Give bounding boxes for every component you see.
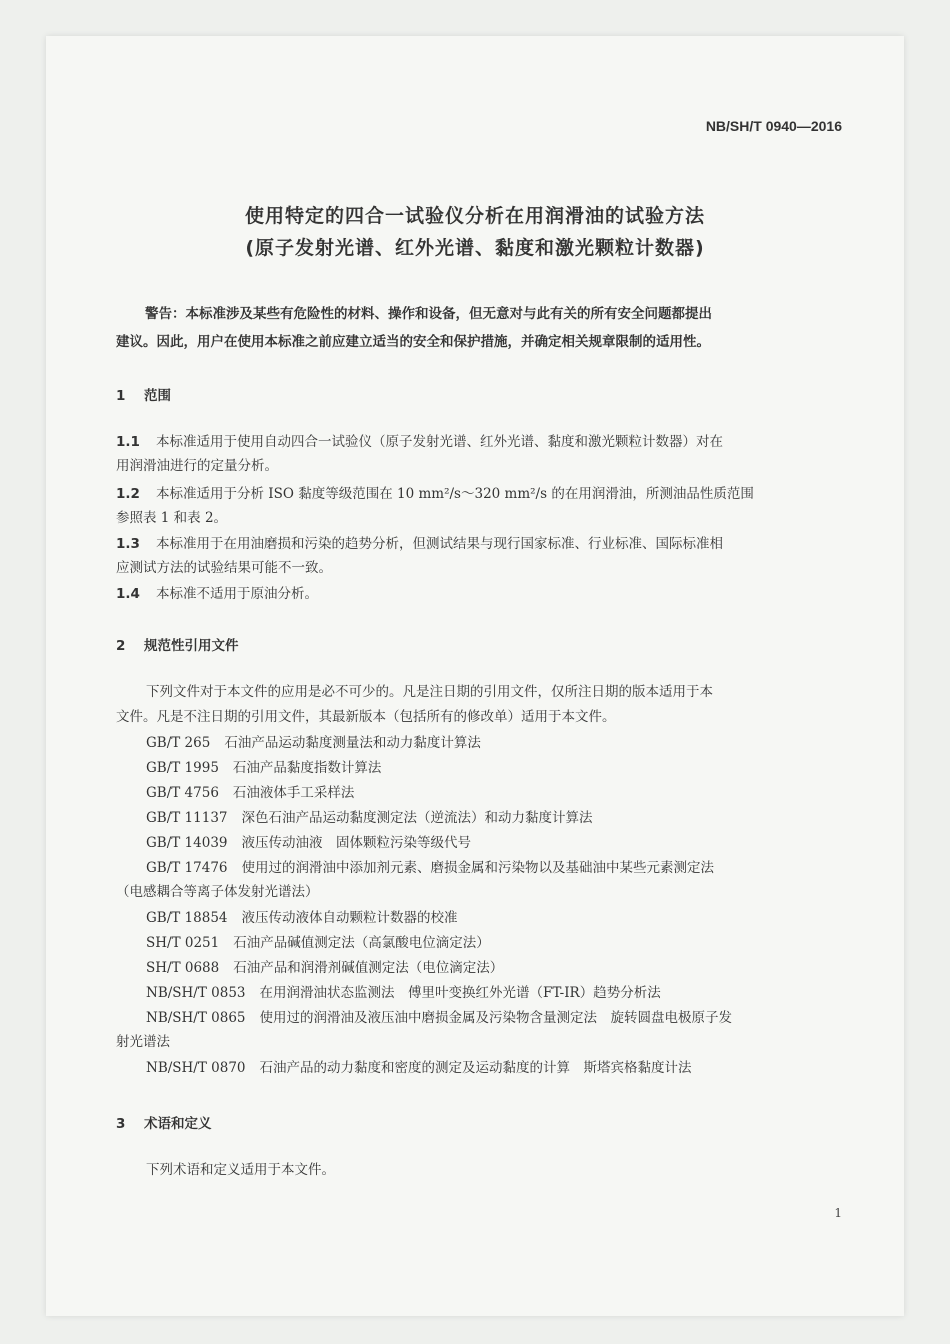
section-3-intro: 下列术语和定义适用于本文件。 <box>146 1162 335 1178</box>
ref-title: 液压传动油液 固体颗粒污染等级代号 <box>241 835 471 851</box>
clause-text: 本标准适用于使用自动四合一试验仪（原子发射光谱、红外光谱、黏度和激光颗粒计数器）对在 <box>156 434 723 450</box>
section-1-heading <box>116 384 171 404</box>
ref-title: 石油产品运动黏度测量法和动力黏度计算法 <box>224 735 481 751</box>
ref-code: NB/SH/T 0870 <box>146 1060 246 1076</box>
document-page <box>46 36 904 1316</box>
ref-code: GB/T 265 <box>146 735 211 751</box>
clause-1-2-line-2: 参照表 1 和表 2。 <box>116 510 228 526</box>
ref-title: 石油产品和润滑剂碱值测定法（电位滴定法） <box>233 960 504 976</box>
section-1-title: 范围 <box>144 388 171 404</box>
ref-nbsht-0853 <box>146 983 878 1003</box>
ref-code: GB/T 18854 <box>146 910 228 926</box>
clause-number: 1.2 <box>116 486 140 502</box>
ref-title: 液压传动液体自动颗粒计数器的校准 <box>241 910 458 926</box>
clause-number: 1.1 <box>116 434 140 450</box>
section-2-title: 规范性引用文件 <box>144 638 239 654</box>
ref-code: SH/T 0688 <box>146 960 220 976</box>
ref-gbt-4756 <box>146 783 878 803</box>
warning-line-1: 警告：本标准涉及某些有危险性的材料、操作和设备，但无意对与此有关的所有安全问题都提出 <box>145 306 712 322</box>
section-2-intro-line-2: 文件。凡是不注日期的引用文件，其最新版本（包括所有的修改单）适用于本文件。 <box>116 709 616 725</box>
section-3-heading <box>116 1112 212 1132</box>
ref-code: GB/T 4756 <box>146 785 219 801</box>
ref-code: NB/SH/T 0865 <box>146 1010 246 1026</box>
ref-code: SH/T 0251 <box>146 935 220 951</box>
ref-nbsht-0865 <box>146 1008 878 1028</box>
ref-gbt-11137 <box>146 808 878 828</box>
ref-title: 石油液体手工采样法 <box>232 785 355 801</box>
ref-title: 石油产品黏度指数计算法 <box>232 760 382 776</box>
section-2-heading <box>116 634 239 654</box>
section-2-intro-line-1: 下列文件对于本文件的应用是必不可少的。凡是注日期的引用文件，仅所注日期的版本适用于本 <box>146 684 713 700</box>
ref-gbt-17476 <box>146 858 878 878</box>
clause-1-1-line-1 <box>116 432 848 452</box>
ref-title: 石油产品碱值测定法（高氯酸电位滴定法） <box>233 935 490 951</box>
ref-nbsht-0865-continued: 射光谱法 <box>116 1034 170 1050</box>
document-title-line-2: (原子发射光谱、红外光谱、黏度和激光颗粒计数器) <box>245 237 705 259</box>
ref-gbt-18854 <box>146 908 878 928</box>
standard-number: NB/SH/T 0940—2016 <box>705 118 842 134</box>
ref-sht-0688 <box>146 958 878 978</box>
ref-title: 使用过的润滑油中添加剂元素、磨损金属和污染物以及基础油中某些元素测定法 <box>241 860 714 876</box>
clause-number: 1.4 <box>116 586 140 602</box>
clause-1-1-line-2: 用润滑油进行的定量分析。 <box>116 458 278 474</box>
ref-gbt-14039 <box>146 833 878 853</box>
ref-code: GB/T 17476 <box>146 860 228 876</box>
clause-1-3-line-2: 应测试方法的试验结果可能不一致。 <box>116 560 332 576</box>
ref-title: 在用润滑油状态监测法 傅里叶变换红外光谱（FT-IR）趋势分析法 <box>259 985 661 1001</box>
clause-1-4-line-1 <box>116 584 848 604</box>
section-3-number: 3 <box>116 1116 126 1132</box>
ref-code: GB/T 11137 <box>146 810 228 826</box>
ref-code: NB/SH/T 0853 <box>146 985 246 1001</box>
ref-code: GB/T 14039 <box>146 835 228 851</box>
clause-text: 本标准不适用于原油分析。 <box>156 586 318 602</box>
clause-text: 本标准适用于分析 ISO 黏度等级范围在 10 mm²/s～320 mm²/s 的在用润滑油，所测油品性质范围 <box>156 486 754 502</box>
section-2-number: 2 <box>116 638 126 654</box>
ref-gbt-265 <box>146 733 878 753</box>
section-3-title: 术语和定义 <box>144 1116 212 1132</box>
ref-nbsht-0870 <box>146 1058 878 1078</box>
ref-title: 深色石油产品运动黏度测定法（逆流法）和动力黏度计算法 <box>241 810 593 826</box>
document-title-line-1: 使用特定的四合一试验仪分析在用润滑油的试验方法 <box>244 205 705 227</box>
ref-code: GB/T 1995 <box>146 760 219 776</box>
ref-sht-0251 <box>146 933 878 953</box>
ref-title: 使用过的润滑油及液压油中磨损金属及污染物含量测定法 旋转圆盘电极原子发 <box>259 1010 733 1026</box>
clause-1-3-line-1 <box>116 534 848 554</box>
ref-gbt-1995 <box>146 758 878 778</box>
ref-gbt-17476-continued: （电感耦合等离子体发射光谱法） <box>116 884 319 900</box>
section-1-number: 1 <box>116 388 126 404</box>
clause-1-2-line-1 <box>116 484 848 504</box>
clause-text: 本标准用于在用油磨损和污染的趋势分析，但测试结果与现行国家标准、行业标准、国际标准相 <box>156 536 723 552</box>
ref-title: 石油产品的动力黏度和密度的测定及运动黏度的计算 斯塔宾格黏度计法 <box>259 1060 692 1076</box>
warning-line-2: 建议。因此，用户在使用本标准之前应建立适当的安全和保护措施，并确定相关规章限制的适用性。 <box>116 334 710 350</box>
clause-number: 1.3 <box>116 536 140 552</box>
page-number: 1 <box>834 1206 842 1220</box>
